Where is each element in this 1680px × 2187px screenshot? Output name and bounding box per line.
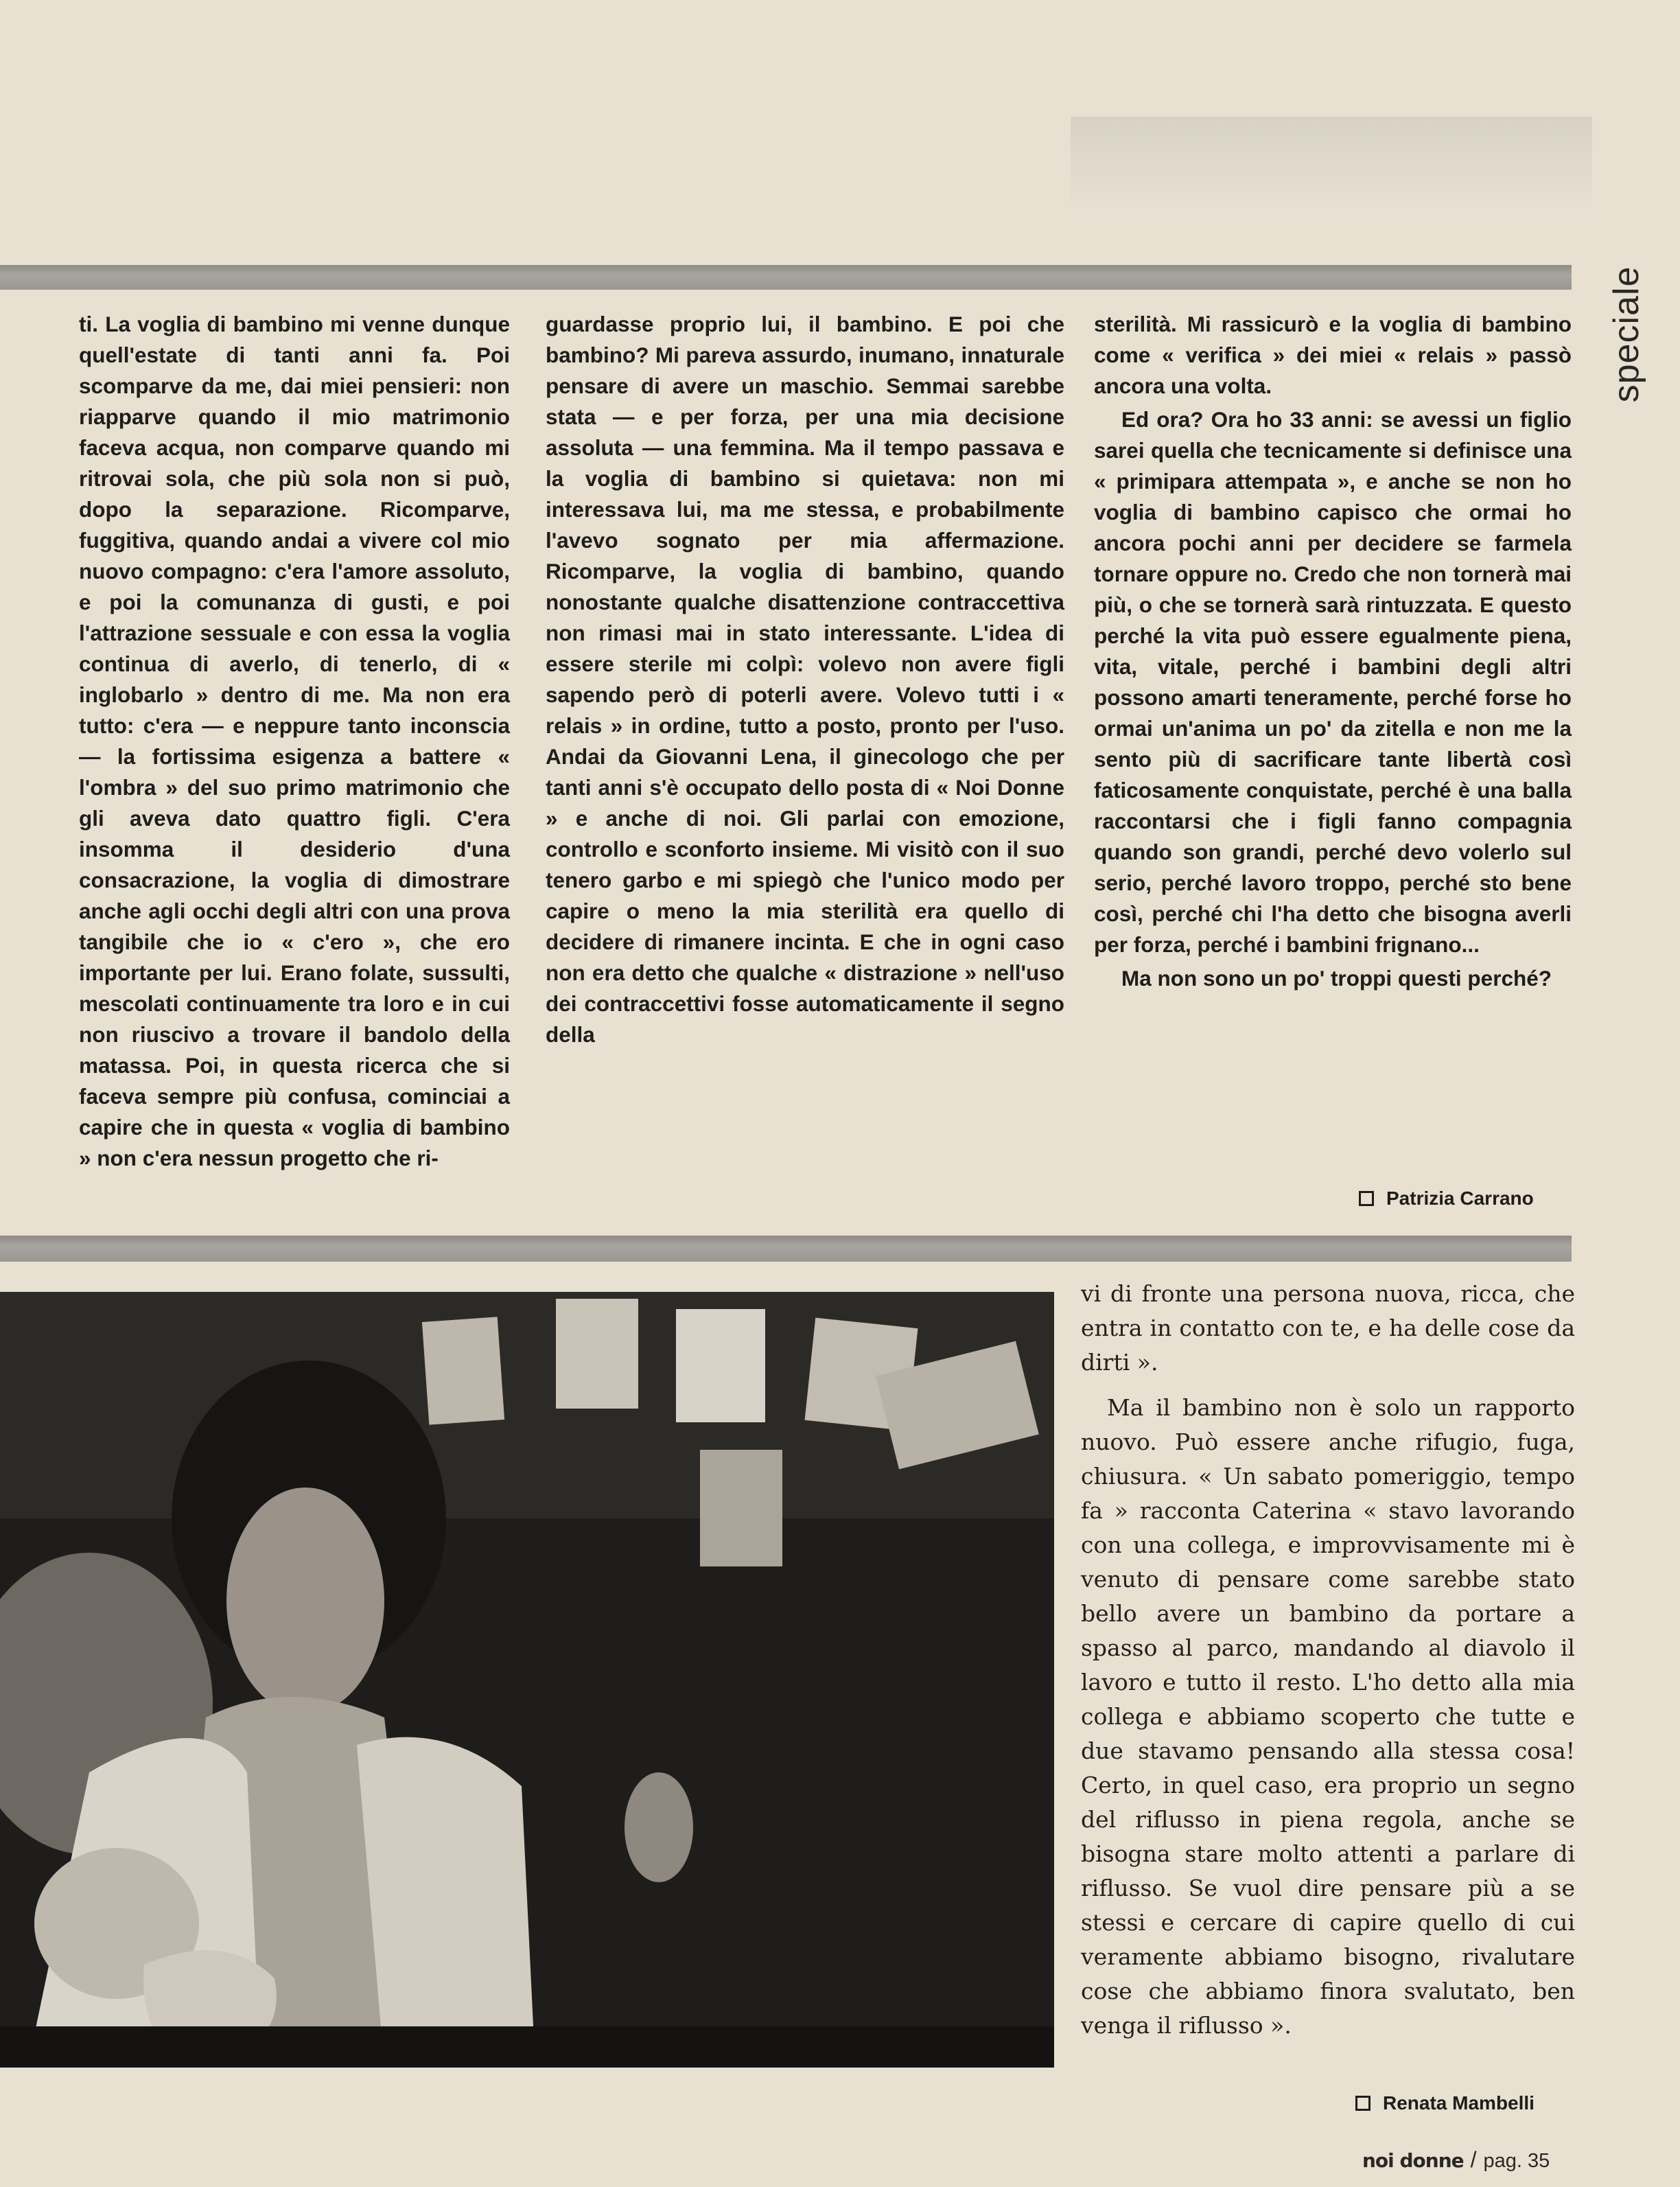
author-name: Renata Mambelli xyxy=(1383,2092,1535,2114)
article-column-2 xyxy=(546,309,1064,1050)
middle-gray-rule xyxy=(0,1236,1572,1262)
paragraph: ti. La voglia di bambino mi venne dunque quell'estate di tanti anni fa. Poi scomparve da me, dai miei pensieri: non riapparve quando il mio matrimonio faceva acqua, non comparve quando mi ritrovai sola, che più sola non si può, dopo la separazione. Ricomparve, fuggitiva, quando andai a vivere col mio nuovo compagno: c'era l'amore assoluto, e poi la comunanza di gusti, e poi l'attrazione sessuale e con essa la voglia continua di averlo, di tenerlo, di « inglobarlo » dentro di me. Ma non era tutto: c'era — e neppure tanto inconscia — la fortissima esigenza a battere « l'ombra » del suo primo matrimonio che gli aveva dato quattro figli. C'era insomma il desiderio d'una consacrazione, la voglia di dimostrare anche agli occhi degli altri con una prova tangibile che io « c'ero », che ero importante per lui. Erano folate, sussulti, mescolati continuamente tra loro e in cui non riuscivo a trovare il bandolo della matassa. Poi, in questa ricerca che si faceva sempre più confusa, cominciai a capire che in questa « voglia di bambino » non c'era nessun progetto che ri- xyxy=(79,312,510,1170)
page-number: pag. 35 xyxy=(1483,2150,1550,2172)
author-name: Patrizia Carrano xyxy=(1386,1188,1534,1209)
paragraph: Ma il bambino non è solo un rapporto nuovo. Può essere anche rifugio, fuga, chiusura. « Un sabato pomeriggio, tempo fa » racconta Caterina « stavo lavorando con una collega, e improvvisamente mi è venuto di pensare come sarebbe stato bello avere un bambino da portare a spasso al parco, mandando al diavolo il lavoro e tutto il resto. L'ho detto alla mia collega e abbiamo scoperto che tutte e due stavamo pensando alla stessa cosa! Certo, in quel caso, era proprio un segno del riflusso in piena regola, anche se bisogna stare molto attenti a parlare di riflusso. Se vuol dire pensare più a se stessi e cercare di capire quello di cui veramente abbiamo bisogno, rivalutare cose che abbiamo finora svalutato, ben venga il riflusso ». xyxy=(1081,1394,1575,2039)
article-column-4 xyxy=(1081,1277,1575,2043)
author-signature xyxy=(1359,1188,1534,1210)
paragraph: sterilità. Mi rassicurò e la voglia di bambino come « verifica » dei miei « relais » passò ancora una volta. xyxy=(1094,312,1572,398)
photo-illustration xyxy=(0,1292,1054,2068)
square-bullet-icon xyxy=(1355,2096,1370,2111)
bleed-through-area xyxy=(1071,117,1592,213)
paragraph: guardasse proprio lui, il bambino. E poi che bambino? Mi pareva assurdo, inumano, innaturale pensare di avere un maschio. Semmai sarebbe stata — e per forza, per una mia decisione assoluta — una femmina. Ma il tempo passava e la voglia di bambino si quietava: non mi interessava lui, ma me stessa, e probabilmente l'avevo sognato per mia affermazione. Ricomparve, la voglia di bambino, quando nonostante qualche disattenzione contraccettiva non rimasi mai in stato interessante. L'idea di essere sterile mi colpì: volevo non avere figli sapendo però di poterli avere. Volevo tutti i « relais » in ordine, tutto a posto, pronto per l'uso. Andai da Giovanni Lena, il ginecologo che per tanti anni s'è occupato dello posta di « Noi Donne » e anche di noi. Gli parlai con emozione, controllo e sconforto insieme. Mi visitò con il suo tenero garbo e mi spiegò che l'unico modo per capire o meno la mia sterilità era quello di decidere di rimanere incinta. E che in ogni caso non era detto che qualche « distrazione » nell'uso dei contraccettivi fosse automaticamente il segno della xyxy=(546,312,1064,1047)
footer-separator: / xyxy=(1470,2147,1477,2172)
top-gray-rule xyxy=(0,265,1572,290)
section-label-text: speciale xyxy=(1607,266,1646,403)
article-column-3 xyxy=(1094,309,1572,994)
magazine-brand: noi donne xyxy=(1362,2149,1464,2172)
section-label xyxy=(1596,255,1657,413)
paragraph: Ma non sono un po' troppi questi perché? xyxy=(1121,966,1552,991)
paragraph: Ed ora? Ora ho 33 anni: se avessi un figlio sarei quella che tecnicamente si definisce una « primipara attempata », e anche se non ho voglia di bambino capisco che ormai ho ancora pochi anni per decidere se farmela tornare oppure no. Credo che non tornerà mai più, o che se tornerà sarà rintuzzata. E questo perché la vita può essere egualmente piena, vita, vitale, perché i bambini degli altri possono amarti teneramente, perché forse ho ormai un'anima un po' da zitella e non me la sento più di sacrificare tante libertà così faticosamente conquistate, perché è una balla raccontarsi che i figli fanno compagnia quando son grandi, perché devo volerlo sul serio, perché lavoro troppo, perché sto bene così, perché chi l'ha detto che bisogna averli per forza, perché i bambini frignano... xyxy=(1094,407,1572,957)
square-bullet-icon xyxy=(1359,1191,1374,1206)
paragraph: vi di fronte una persona nuova, ricca, che entra in contatto con te, e ha delle cose da dirti ». xyxy=(1081,1280,1575,1376)
author-signature xyxy=(1355,2092,1535,2114)
page-footer xyxy=(1362,2147,1550,2173)
photo-mother-nursing-baby xyxy=(0,1292,1054,2068)
article-column-1 xyxy=(79,309,510,1174)
